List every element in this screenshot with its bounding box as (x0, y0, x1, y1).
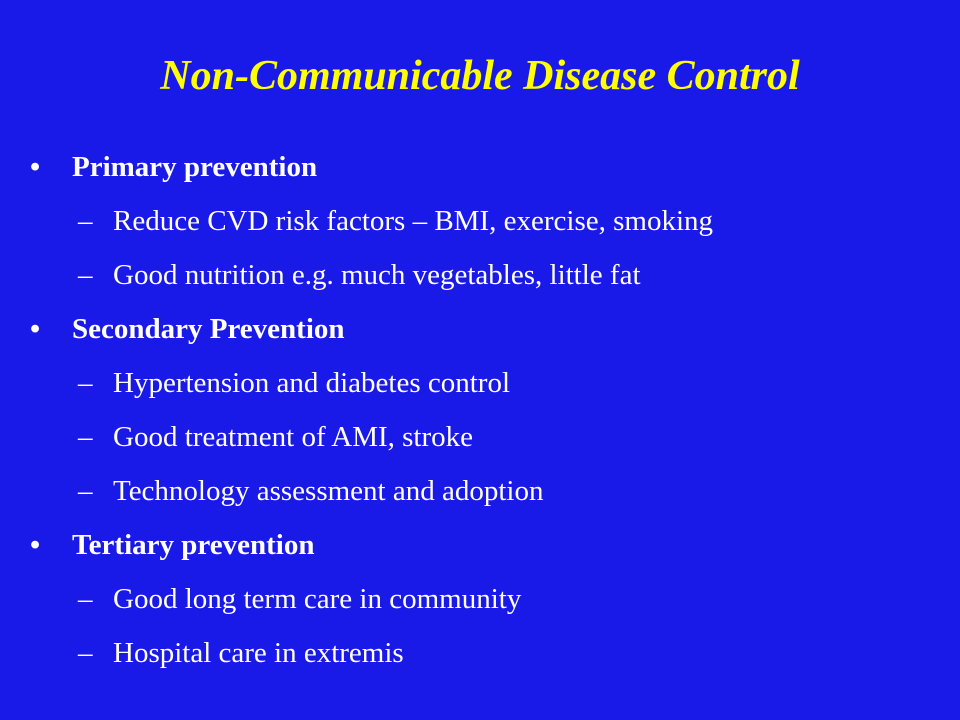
dash-marker: – (78, 205, 93, 237)
sub-item (0, 572, 960, 626)
dash-marker: – (78, 259, 93, 291)
bullet-secondary-prevention (0, 302, 960, 356)
sub-item (0, 626, 960, 680)
sub-item-text: Technology assessment and adoption (113, 475, 544, 507)
bullet-marker: • (30, 151, 41, 183)
bullet-heading: Secondary Prevention (72, 313, 345, 345)
sub-item (0, 464, 960, 518)
dash-marker: – (78, 421, 93, 453)
sub-item-text: Good treatment of AMI, stroke (113, 421, 474, 453)
slide-title: Non-Communicable Disease Control (160, 53, 800, 99)
sub-item (0, 194, 960, 248)
sub-item-text: Good nutrition e.g. much vegetables, little fat (113, 259, 641, 291)
bullet-primary-prevention (0, 140, 960, 194)
sub-item (0, 410, 960, 464)
dash-marker: – (78, 583, 93, 615)
bullet-heading: Primary prevention (72, 151, 318, 183)
bullet-marker: • (30, 313, 41, 345)
dash-marker: – (78, 637, 93, 669)
dash-marker: – (78, 367, 93, 399)
sub-item (0, 248, 960, 302)
sub-item (0, 356, 960, 410)
dash-marker: – (78, 475, 93, 507)
bullet-heading: Tertiary prevention (72, 529, 315, 561)
bullet-tertiary-prevention (0, 518, 960, 572)
slide-content (0, 140, 960, 680)
bullet-marker: • (30, 529, 41, 561)
sub-item-text: Hypertension and diabetes control (113, 367, 511, 399)
sub-item-text: Hospital care in extremis (113, 637, 404, 669)
sub-item-text: Reduce CVD risk factors – BMI, exercise, smoking (113, 205, 714, 237)
sub-item-text: Good long term care in community (113, 583, 522, 615)
